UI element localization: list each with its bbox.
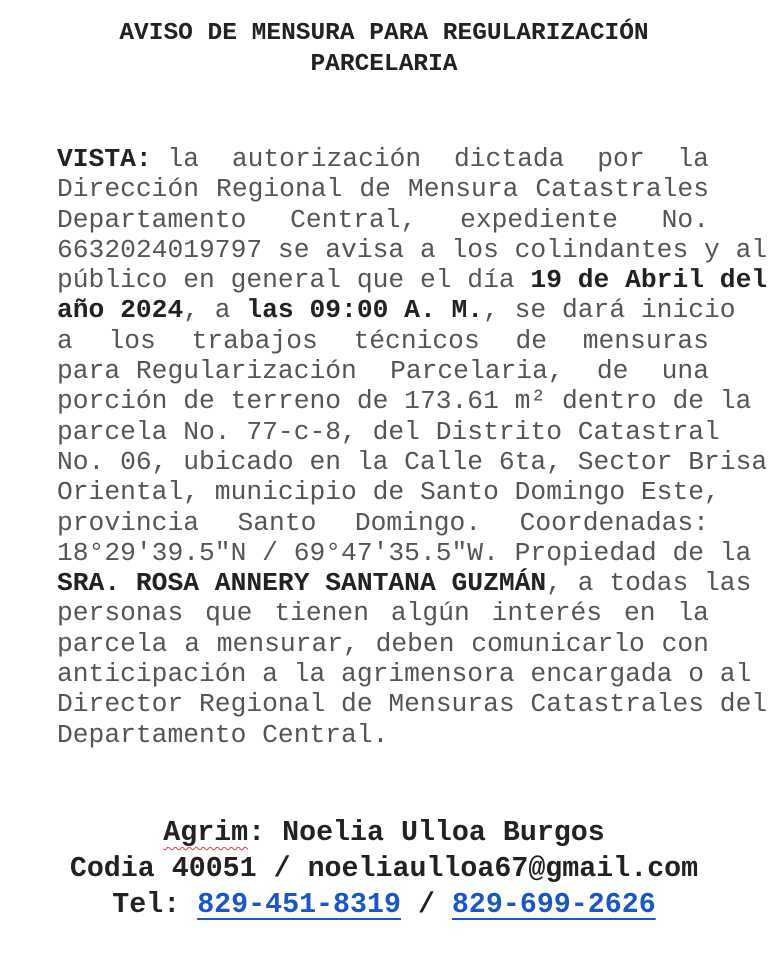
phone-link-2[interactable]: 829-699-2626 [451, 889, 656, 921]
body-line: para Regularización Parcelaria, de una [57, 356, 709, 387]
body-line: Departamento Central, expediente No. [57, 204, 709, 235]
body-line: provincia Santo Domingo. Coordenadas: [57, 507, 709, 538]
agrim-label: Agrim [163, 817, 249, 849]
body-line: personas que tienen algún interés en la [57, 598, 709, 629]
body-line: No. 06, ubicado en la Calle 6ta, Sector Brisa [57, 446, 768, 477]
body-line: Oriental, municipio de Santo Domingo Este, [57, 477, 720, 508]
body-line: SRA. ROSA ANNERY SANTANA GUZMÁN, a todas las [57, 568, 752, 599]
time-bold: las 09:00 A. M. [246, 295, 484, 326]
body-line: 18°29'39.5"N / 69°47'35.5"W. Propiedad de la [57, 537, 752, 568]
body-line: anticipación a la agrimensora encargada o al [57, 659, 752, 690]
body-line: 6632024019797 se avisa a los colindantes y al [57, 234, 768, 265]
body-line: año 2024, a las 09:00 A. M., se dará inicio [57, 295, 736, 326]
body-line: Departamento Central. [57, 719, 389, 750]
phone-separator: / [400, 889, 452, 921]
phone-link-1[interactable]: 829-451-8319 [197, 889, 401, 921]
body-line: VISTA: la autorización dictada por la [57, 144, 709, 174]
phone-line [0, 887, 768, 923]
title-line-1: AVISO DE MENSURA PARA REGULARIZACIÓN [119, 20, 649, 47]
body-line: parcela a mensurar, deben comunicarlo con [57, 628, 709, 659]
body-line: a los trabajos técnicos de mensuras [57, 325, 709, 356]
agrim-line [0, 815, 768, 851]
document-title [0, 18, 768, 80]
surveyor-name: : Noelia Ulloa Burgos [248, 817, 605, 849]
body-line: Director Regional de Mensuras Catastrales del [57, 689, 768, 720]
body-line: parcela No. 77-c-8, del Distrito Catastral [57, 416, 720, 447]
codia-email-line: Codia 40051 / noeliaulloa67@gmail.com [69, 853, 699, 885]
body-line: público en general que el día 19 de Abril del [57, 265, 768, 296]
body-line: porción de terreno de 173.61 m² dentro de la [57, 386, 752, 417]
signature-block [0, 815, 768, 923]
vista-label: VISTA: [57, 144, 152, 174]
tel-label: Tel: [112, 889, 198, 921]
owner-bold: SRA. ROSA ANNERY SANTANA GUZMÁN [57, 568, 547, 599]
title-line-2: PARCELARIA [310, 51, 458, 78]
body-line: Dirección Regional de Mensura Catastrales [57, 174, 709, 205]
year-bold: año 2024 [57, 295, 184, 326]
date-bold: 19 de Abril del [530, 265, 768, 296]
notice-body [57, 144, 768, 750]
